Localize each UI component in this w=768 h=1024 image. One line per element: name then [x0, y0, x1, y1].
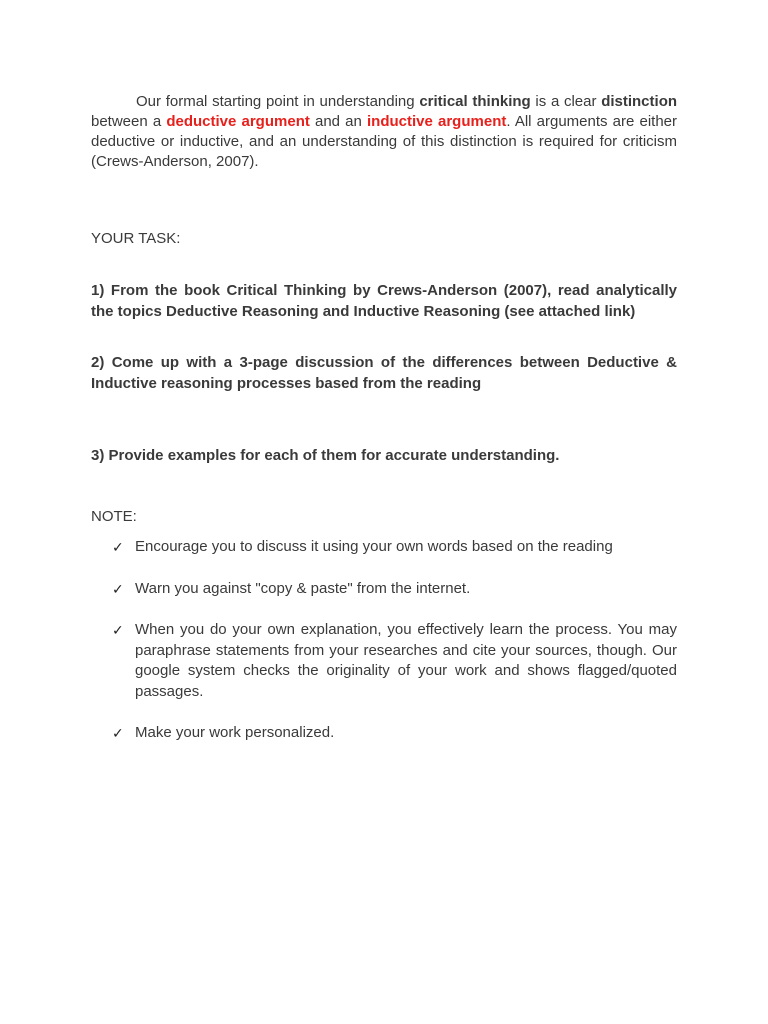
intro-text: . All arguments are either deductive or inductive, and an understanding of this distinction is required for criticism (Crews-Anderson, 2007).	[91, 113, 678, 170]
note-item-3	[91, 620, 677, 702]
intro-text: and an	[309, 113, 368, 130]
note-list	[91, 537, 677, 744]
note-text: Warn you against "copy & paste" from the internet.	[135, 579, 471, 597]
checkmark-icon: ✓	[112, 622, 124, 638]
intro-paragraph	[91, 92, 677, 172]
note-item-4	[91, 723, 677, 744]
task-item-2: 2) Come up with a 3-page discussion of the differences between Deductive & Inductive reasoning processes based from the reading	[91, 354, 677, 392]
intro-text: between a	[91, 113, 167, 130]
term-inductive-argument: inductive argument	[367, 113, 507, 130]
document-body	[91, 92, 677, 744]
checkmark-icon: ✓	[112, 580, 124, 597]
note-text: Make your work personalized.	[135, 724, 335, 741]
note-text: Encourage you to discuss it using your own words based on the reading	[135, 538, 613, 555]
term-distinction: distinction	[601, 93, 678, 110]
intro-text: Our formal starting point in understanding	[136, 93, 420, 110]
note-heading: NOTE:	[91, 508, 137, 525]
note-item-1	[91, 537, 677, 558]
term-deductive-argument: deductive argument	[166, 113, 310, 130]
task-heading: YOUR TASK:	[91, 230, 181, 247]
task-item-1: 1) From the book Critical Thinking by Crews-Anderson (2007), read analytically the topics Deductive Reasoning and Inductive Reasoning (see attached link)	[91, 282, 677, 320]
term-critical-thinking: critical thinking	[419, 93, 531, 110]
note-text: When you do your own explanation, you effectively learn the process. You may paraphrase statements from your researches and cite your sources, though. Our google system checks the originality of your work and shows flagged/quoted passages.	[135, 621, 677, 700]
task-item-3: 3) Provide examples for each of them for accurate understanding.	[91, 447, 560, 464]
checkmark-icon: ✓	[112, 539, 124, 555]
intro-text: is a clear	[530, 93, 602, 110]
checkmark-icon: ✓	[112, 725, 124, 741]
note-item-2	[91, 579, 677, 600]
